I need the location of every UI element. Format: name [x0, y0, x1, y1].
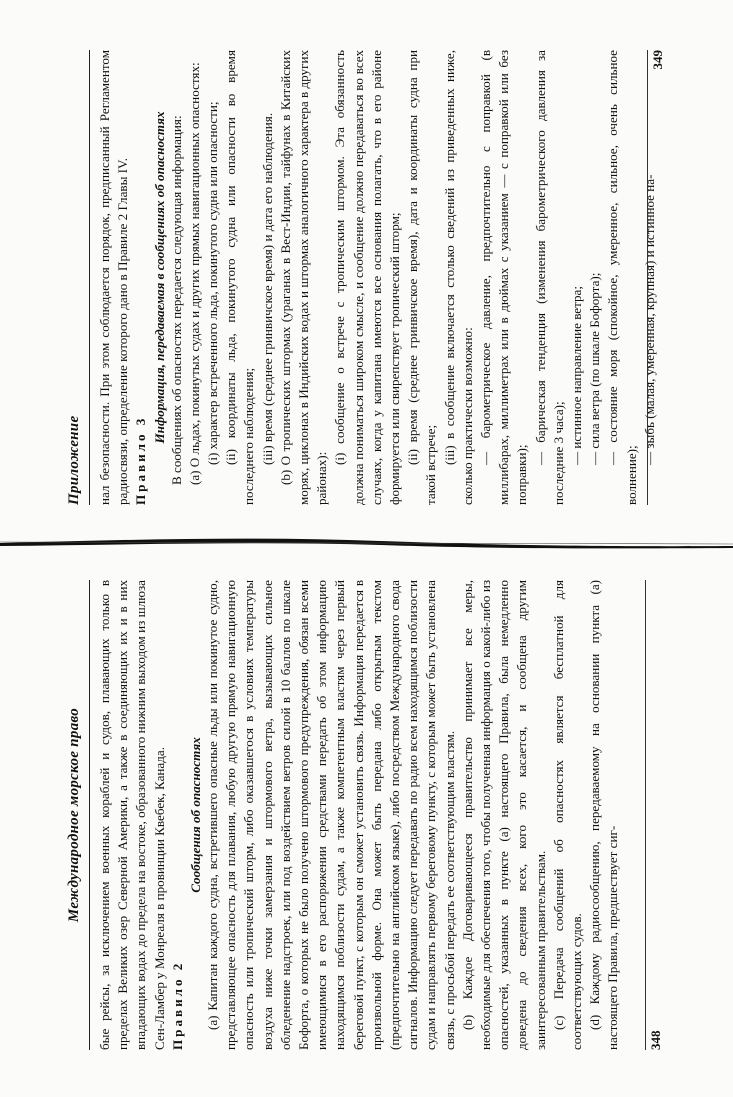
list-item: — сила ветра (по шкале Бофорта);: [587, 272, 603, 465]
paragraph: (b) О тропических штормах (ураганах в Вест-Индии, тайфунах в Китайских морях, циклонах в Индийских водах и штормах аналогичного характера в других районах):: [277, 50, 330, 505]
rule-title: Правило 2: [169, 960, 185, 1050]
footer-rule: [647, 50, 648, 505]
list-item: (ii) координаты льда, покинутого судна или опасности во время последнего наблюдения;: [223, 50, 257, 505]
list-item: — истинное направление ветра;: [569, 286, 585, 465]
running-header: Международное морское право: [66, 580, 90, 1050]
list-item: — барометрическое давление, предпочтительно с поправкой (в миллибарах, миллиметрах или в дюймах с указанием — с поправкой или без поправки);: [478, 50, 530, 505]
rule-subtitle: Информация, передаваемая в сообщениях об опасностях: [151, 111, 167, 444]
list-item: — зыбь (малая, умеренная, крупная) и истинное на-: [641, 174, 657, 465]
list-item: (i) характер встреченного льда, покинутого судна или опасности;: [205, 101, 221, 465]
paragraph: бые рейсы, за исключением военных кораблей и судов, плавающих только в пределах Великих озер Северной Америки, а также в соединяющих их и в них впадающих водах до предела на востоке, образованного нижним выходом из шлюза Сен-Ламбер у Монреаля в провинции Квебек, Канада.: [97, 580, 167, 1050]
right-page: [66, 50, 666, 505]
running-header: Приложение: [66, 50, 90, 505]
paragraph: (a) О льдах, покинутых судах и других прямых навигационных опасностях:: [186, 62, 202, 485]
page-number: 349: [650, 50, 665, 70]
paragraph: нал безопасности. При этом соблюдается порядок, предписанный Регламентом радиосвязи, определение которого дано в Правиле 2 Главы IV.: [97, 50, 131, 505]
paragraph: В сообщениях об опасностях передается следующая информация:: [168, 115, 184, 485]
paragraph: (b) Каждое Договаривающееся правительство принимает все меры, необходимые для обеспечения того, чтобы полученная информация о какой-либо из опасностей, указанных в пункте (a) настоящего Правила, была немедленно доведена до сведения всех, кого это касается, и сообщена другим заинтересованным правительствам.: [459, 580, 548, 1050]
paragraph: (c) Передача сообщений об опасностях является бесплатной для соответствующих судов.: [550, 580, 585, 1050]
list-item: (iii) время (среднее гринвичское время) и дата его наблюдения.: [259, 112, 275, 465]
footer-rule: [645, 580, 646, 1050]
rule-title: Правило 3: [133, 415, 149, 505]
list-item: — состояние моря (спокойное, умеренное, сильное, очень сильное волнение);: [605, 50, 639, 505]
list-item: (iii) в сообщение включается столько сведений из приведенных ниже, сколько практически возможно:: [441, 50, 475, 505]
paragraph: (a) Капитан каждого судна, встретившего опасные льды или покинутое судно, представляющее опасность для плавания, любую другую прямую навигационную опасность или тропический шторм, либо оказавшегося в условиях температуры воздуха ниже точки замерзания и штормового ветра, вызывающих сильное обледенение надстроек, или под воздействием ветров силой в 10 баллов по шкале Бофорта, о которых не было получено штормового предупреждения, обязан всеми имеющимися в его распоряжении средствами передать об этом информацию находящимся поблизости судам, а также компетентным властям через первый береговой пункт, с которым он сможет установить связь. Информация передается в произвольной форме. Она может быть передана либо открытым текстом (предпочтительно на английском языке), либо посредством Международного свода сигналов. Информацию следует передавать по радио всем находящимся поблизости судам и направлять первому береговому пункту, с которым может быть установлена связь, с просьбой передать ее соответствующим властям.: [205, 580, 457, 1050]
rule-subtitle: Сообщения об опасностях: [188, 737, 204, 893]
left-page: [66, 580, 664, 1050]
list-item: (i) сообщение о встрече с тропическим штормом. Эта обязанность должна пониматься широком смысле, и сообщение должно передаваться во всех случаях, когда у капитана имеются все основания полагать, что в его районе формируется или свирепствует тропический шторм;: [332, 50, 403, 505]
book-gutter: [0, 526, 733, 560]
page-text: [96, 580, 623, 1050]
paragraph: (d) Каждому радиосообщению, передаваемому на основании пункта (a) настоящего Правила, предшествует сиг-: [587, 580, 621, 1050]
list-item: (ii) время (среднее гринвичское время), дата и координаты судна при такой встрече;: [405, 50, 439, 505]
page-text: [96, 50, 659, 505]
page-number: 348: [648, 1030, 663, 1050]
list-item: — барическая тенденция (изменения барометрического давления за последние 3 часа);: [532, 50, 566, 505]
